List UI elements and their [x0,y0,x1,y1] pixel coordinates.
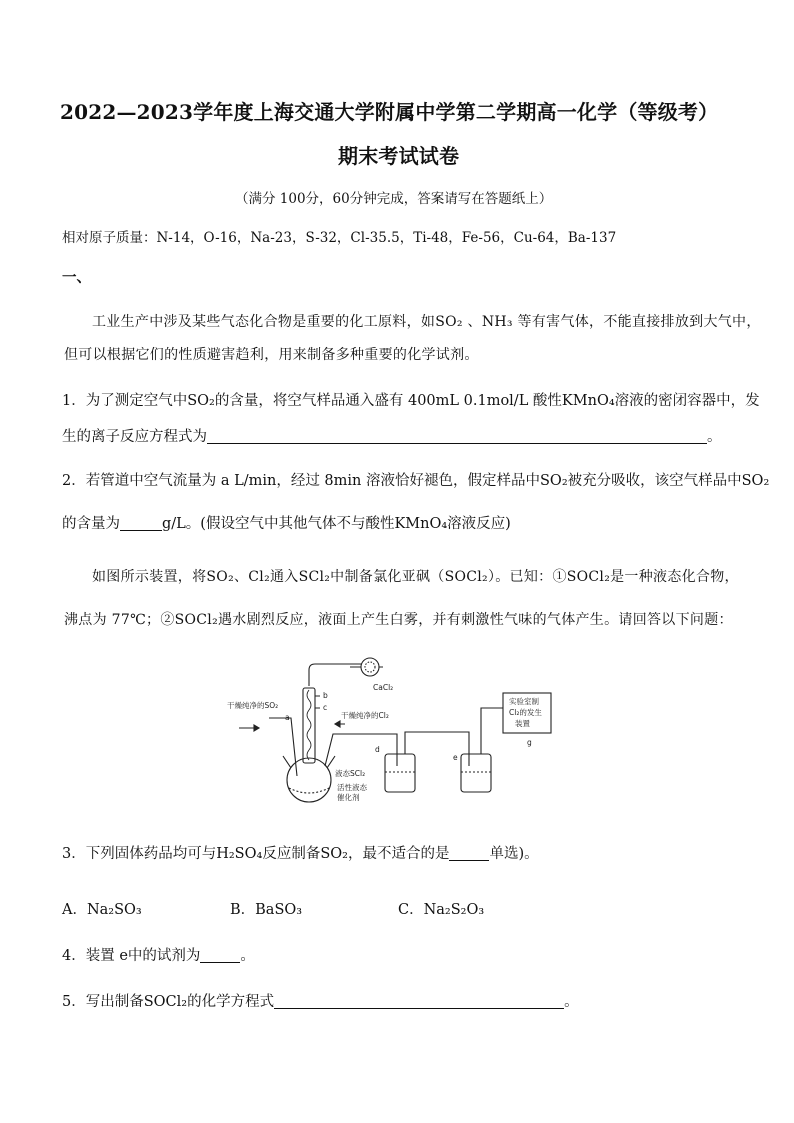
generator-label-1: 实验室制 [509,697,539,706]
q5-prefix: 5．写出制备SOCl₂的化学方程式 [62,994,275,1010]
q3-prefix: 3．下列固体药品均可与H₂SO₄反应制备SO₂，最不适合的是 [62,846,450,862]
q2-line-2 [62,512,511,533]
bottle-d [385,754,415,792]
section-heading: 一、 [62,269,91,286]
q1-prefix: 生的离子反应方程式为 [62,429,207,445]
q4-prefix: 4．装置 e中的试剂为 [62,948,201,964]
cl2-inlet-tube [325,734,397,766]
q3-answer-blank[interactable] [449,844,489,861]
generator-label-3: 装置 [515,719,530,728]
label-c: c [323,703,328,712]
catalyst-label-1: 活性液态 [337,783,367,792]
title-line-1: 2022—2023学年度上海交通大学附属中学第二学期高一化学（等级考） [60,100,719,124]
liquid-scl2-label: 液态SCl₂ [335,769,366,778]
q3-question [62,842,539,863]
atomic-masses: 相对原子质量：N-14，O-16，Na-23，S-32，Cl-35.5，Ti-48，Fe-56，Cu-64，Ba-137 [62,230,617,246]
q3-option-a[interactable]: A．Na₂SO₃ [62,902,142,918]
q1-answer-blank[interactable] [207,427,707,444]
q4-answer-blank[interactable] [200,946,240,963]
q5-question [62,990,579,1011]
q2-line-1: 2．若管道中空气流量为 a L/min，经过 8min 溶液恰好褪色，假定样品中SO₂被充分吸收，该空气样品中SO₂ [62,473,770,489]
so2-inlet-tube [269,718,297,776]
label-e: e [453,753,458,762]
reflux-condenser [303,688,315,763]
cl2-label: 干燥纯净的Cl₂ [341,711,389,720]
q2-prefix: 的含量为 [62,516,120,532]
bottle-e [461,754,491,792]
q2-suffix: g/L。(假设空气中其他气体不与酸性KMnO₄溶液反应) [162,516,511,532]
q5-suffix: 。 [564,994,579,1010]
instructions: （满分 100分，60分钟完成，答案请写在答题纸上） [235,191,553,207]
label-b: b [323,691,328,700]
q4-suffix: 。 [240,948,255,964]
q1-suffix: 。 [707,429,722,445]
intro2-line-1: 如图所示装置，将SO₂、Cl₂通入SCl₂中制备氯化亚砜（SOCl₂）。已知：①SOCl₂是一种液态化合物， [92,569,739,585]
three-neck-flask [287,758,331,802]
intro-line-2: 但可以根据它们的性质避害趋利，用来制备多种重要的化学试剂。 [64,347,479,363]
q3-option-b[interactable]: B．BaSO₃ [230,902,303,918]
q1-line-1: 1．为了测定空气中SO₂的含量，将空气样品通入盛有 400mL 0.1mol/L 酸性KMnO₄溶液的密闭容器中，发 [62,393,760,409]
q2-answer-blank[interactable] [120,514,162,531]
label-a: a [285,713,290,722]
apparatus-diagram [225,648,565,808]
intro2-line-2: 沸点为 77℃；②SOCl₂遇水剧烈反应，液面上产生白雾，并有刺激性气味的气体产生。请回答以下问题： [64,612,733,628]
cacl2-label: CaCl₂ [373,683,394,692]
q5-answer-blank[interactable] [274,992,564,1009]
q3-suffix: 单选)。 [489,846,539,862]
label-d: d [375,745,380,754]
intro-line-1: 工业生产中涉及某些气态化合物是重要的化工原料，如SO₂ 、NH₃ 等有害气体，不能直接排放到大气中， [92,314,761,330]
so2-label: 干燥纯净的SO₂ [227,701,279,710]
generator-label-2: Cl₂的发生 [509,708,542,717]
q3-option-c[interactable]: C．Na₂S₂O₃ [398,902,485,918]
label-g: g [527,738,532,747]
title-line-2: 期末考试试卷 [338,144,460,168]
q1-line-2 [62,425,722,446]
q4-question [62,944,255,965]
cacl2-tube-icon [361,658,379,676]
catalyst-label-2: 催化剂 [337,793,360,802]
